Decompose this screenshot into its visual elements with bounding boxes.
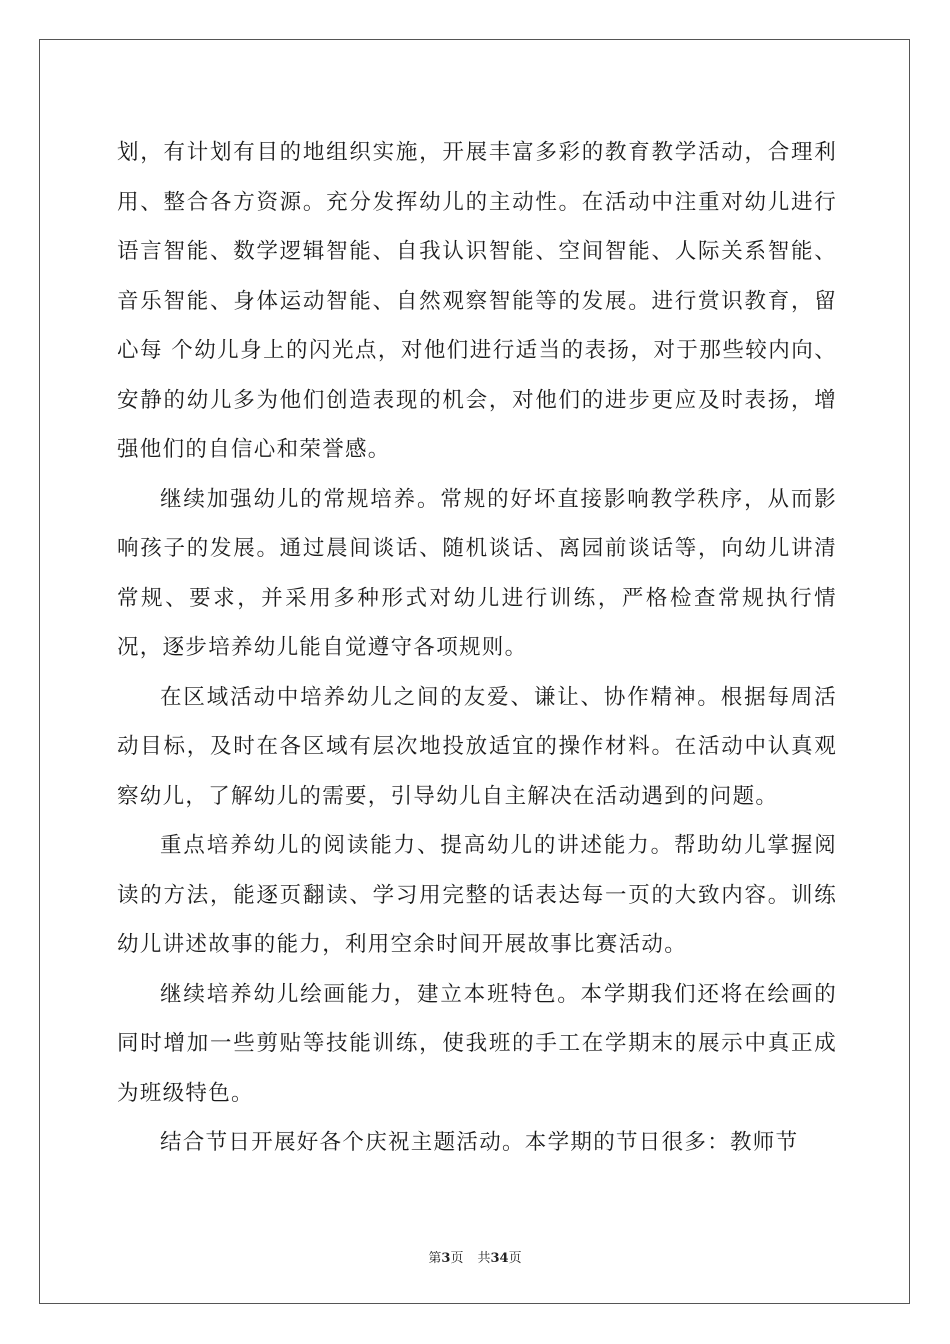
- paragraph-6: 结合节日开展好各个庆祝主题活动。本学期的节日很多：教师节: [160, 1130, 799, 1155]
- paragraph-1: 划，有计划有目的地组织实施，开展丰富多彩的教育教学活动，合理利用、整合各方资源。充分发挥幼儿的主动性。在活动中注重对幼儿进行语言智能、数学逻辑智能、自我认识智能、空间智能、人际关系智能、音乐智能、身体运动智能、自然观察智能等的发展。进行赏识教育，留心每 个幼儿身上的闪光点，对他们进行适当的表扬，对于那些较内向、安静的幼儿多为他们创造表现的机会，对他们的进步更应及时表扬，增强他们的自信心和荣誉感。: [117, 140, 837, 462]
- total-pages: 34: [490, 1251, 509, 1266]
- page-suffix: 页: [450, 1251, 464, 1266]
- paragraph-3: 在区域活动中培养幼儿之间的友爱、谦让、协作精神。根据每周活动目标，及时在各区域有层次地投放适宜的操作材料。在活动中认真观察幼儿，了解幼儿的需要，引导幼儿自主解决在活动遇到的问题。: [117, 684, 837, 809]
- page-footer: [0, 1247, 950, 1266]
- document-body: [117, 128, 837, 1168]
- paragraph-2: 继续加强幼儿的常规培养。常规的好坏直接影响教学秩序，从而影响孩子的发展。通过晨间谈话、随机谈话、离园前谈话等，向幼儿讲清常规、要求，并采用多种形式对幼儿进行训练，严格检查常规执行情况，逐步培养幼儿能自觉遵守各项规则。: [117, 486, 837, 660]
- paragraph-5: 继续培养幼儿绘画能力，建立本班特色。本学期我们还将在绘画的同时增加一些剪贴等技能训练，使我班的手工在学期末的展示中真正成为班级特色。: [117, 981, 837, 1106]
- paragraph-4: 重点培养幼儿的阅读能力、提高幼儿的讲述能力。帮助幼儿掌握阅读的方法，能逐页翻读、学习用完整的话表达每一页的大致内容。训练幼儿讲述故事的能力，利用空余时间开展故事比赛活动。: [117, 833, 837, 957]
- total-suffix: 页: [508, 1251, 522, 1266]
- page-number: 3: [441, 1251, 451, 1266]
- page-prefix: 第: [428, 1251, 442, 1266]
- total-prefix: 共: [477, 1251, 491, 1266]
